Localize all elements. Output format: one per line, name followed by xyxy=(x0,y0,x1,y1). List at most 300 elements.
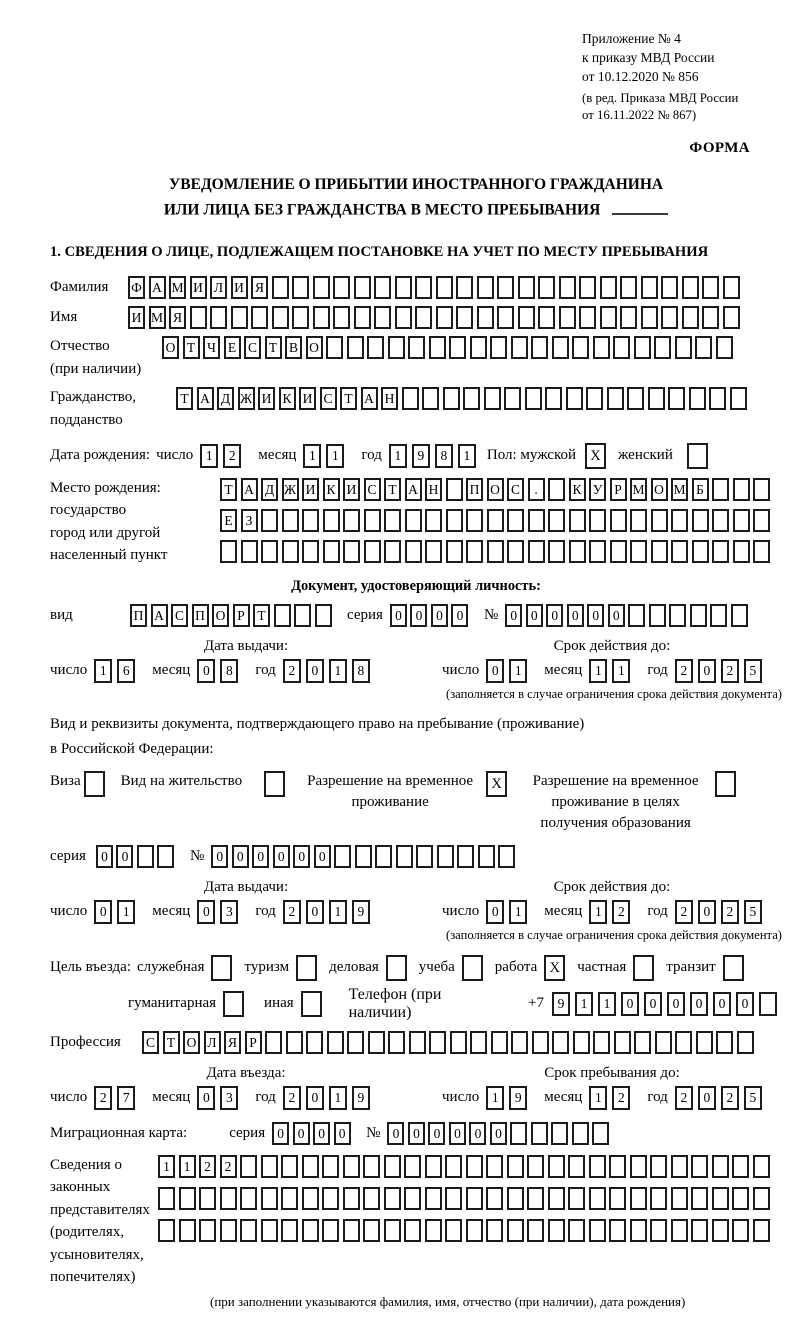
char-cell[interactable] xyxy=(614,1031,631,1054)
char-cell[interactable] xyxy=(436,276,453,299)
char-cell[interactable] xyxy=(504,387,521,410)
char-cell[interactable]: 0 xyxy=(608,604,625,627)
char-cell[interactable] xyxy=(702,276,719,299)
char-cell[interactable]: 2 xyxy=(721,900,739,924)
char-cell[interactable] xyxy=(322,1187,339,1210)
char-cell[interactable]: 0 xyxy=(334,1122,351,1145)
char-cell[interactable] xyxy=(466,1187,483,1210)
char-cell[interactable] xyxy=(477,276,494,299)
char-cell[interactable]: 1 xyxy=(200,444,218,468)
purpose-humanitarian-checkbox[interactable] xyxy=(223,991,244,1017)
char-cell[interactable] xyxy=(405,509,422,532)
char-cell[interactable]: 2 xyxy=(675,1086,693,1110)
char-cell[interactable] xyxy=(732,1187,749,1210)
char-cell[interactable] xyxy=(302,1219,319,1242)
char-cell[interactable]: . xyxy=(528,478,545,501)
char-cell[interactable]: 0 xyxy=(490,1122,507,1145)
char-cell[interactable] xyxy=(569,540,586,563)
char-cell[interactable]: В xyxy=(285,336,302,359)
char-cell[interactable]: 2 xyxy=(675,659,693,683)
char-cell[interactable] xyxy=(609,1187,626,1210)
char-cell[interactable]: 9 xyxy=(412,444,430,468)
char-cell[interactable]: 2 xyxy=(283,900,301,924)
char-cell[interactable]: Р xyxy=(610,478,627,501)
char-cell[interactable] xyxy=(463,387,480,410)
char-cell[interactable] xyxy=(593,336,610,359)
char-cell[interactable] xyxy=(675,1031,692,1054)
char-cell[interactable] xyxy=(600,306,617,329)
char-cell[interactable]: 2 xyxy=(199,1155,216,1178)
char-cell[interactable] xyxy=(487,540,504,563)
char-cell[interactable]: П xyxy=(466,478,483,501)
char-cell[interactable]: 1 xyxy=(329,659,347,683)
char-cell[interactable] xyxy=(158,1187,175,1210)
char-cell[interactable] xyxy=(354,276,371,299)
char-cell[interactable] xyxy=(511,1031,528,1054)
char-cell[interactable]: 0 xyxy=(197,900,215,924)
char-cell[interactable]: 0 xyxy=(698,659,716,683)
char-cell[interactable] xyxy=(620,276,637,299)
char-cell[interactable]: С xyxy=(320,387,337,410)
char-cell[interactable] xyxy=(384,509,401,532)
char-cell[interactable] xyxy=(572,336,589,359)
char-cell[interactable]: 0 xyxy=(736,992,754,1016)
char-cell[interactable] xyxy=(630,540,647,563)
char-cell[interactable] xyxy=(712,509,729,532)
char-cell[interactable]: 2 xyxy=(283,1086,301,1110)
char-cell[interactable] xyxy=(374,306,391,329)
char-cell[interactable] xyxy=(251,306,268,329)
char-cell[interactable] xyxy=(613,336,630,359)
char-cell[interactable]: 0 xyxy=(197,659,215,683)
char-cell[interactable] xyxy=(405,540,422,563)
char-cell[interactable] xyxy=(470,1031,487,1054)
char-cell[interactable] xyxy=(620,306,637,329)
char-cell[interactable]: О xyxy=(183,1031,200,1054)
char-cell[interactable] xyxy=(437,845,454,868)
char-cell[interactable] xyxy=(753,1187,770,1210)
char-cell[interactable]: 0 xyxy=(713,992,731,1016)
char-cell[interactable] xyxy=(609,1155,626,1178)
char-cell[interactable] xyxy=(682,306,699,329)
purpose-transit-checkbox[interactable] xyxy=(723,955,744,981)
temp-residence-checkbox[interactable]: X xyxy=(486,771,507,797)
char-cell[interactable] xyxy=(429,336,446,359)
char-cell[interactable] xyxy=(450,1031,467,1054)
temp-residence-education-checkbox[interactable] xyxy=(715,771,736,797)
char-cell[interactable] xyxy=(733,478,750,501)
char-cell[interactable] xyxy=(375,845,392,868)
char-cell[interactable] xyxy=(589,1155,606,1178)
purpose-private-checkbox[interactable] xyxy=(633,955,654,981)
char-cell[interactable] xyxy=(527,1187,544,1210)
char-cell[interactable]: 2 xyxy=(223,444,241,468)
char-cell[interactable] xyxy=(650,1187,667,1210)
char-cell[interactable] xyxy=(487,509,504,532)
char-cell[interactable] xyxy=(648,387,665,410)
char-cell[interactable] xyxy=(507,1155,524,1178)
char-cell[interactable]: Ф xyxy=(128,276,145,299)
char-cell[interactable]: 5 xyxy=(744,900,762,924)
char-cell[interactable]: Я xyxy=(224,1031,241,1054)
char-cell[interactable] xyxy=(671,509,688,532)
char-cell[interactable] xyxy=(449,336,466,359)
char-cell[interactable] xyxy=(689,387,706,410)
char-cell[interactable]: Ж xyxy=(282,478,299,501)
char-cell[interactable] xyxy=(527,1155,544,1178)
char-cell[interactable]: И xyxy=(190,276,207,299)
char-cell[interactable]: 0 xyxy=(273,845,290,868)
char-cell[interactable] xyxy=(634,1031,651,1054)
char-cell[interactable] xyxy=(286,1031,303,1054)
char-cell[interactable]: 0 xyxy=(293,845,310,868)
char-cell[interactable] xyxy=(712,1187,729,1210)
char-cell[interactable] xyxy=(456,306,473,329)
char-cell[interactable]: А xyxy=(405,478,422,501)
char-cell[interactable] xyxy=(404,1187,421,1210)
char-cell[interactable]: 1 xyxy=(179,1155,196,1178)
char-cell[interactable] xyxy=(272,306,289,329)
char-cell[interactable] xyxy=(261,1187,278,1210)
char-cell[interactable] xyxy=(723,306,740,329)
char-cell[interactable] xyxy=(322,1155,339,1178)
char-cell[interactable] xyxy=(710,604,727,627)
char-cell[interactable] xyxy=(600,276,617,299)
purpose-official-checkbox[interactable] xyxy=(211,955,232,981)
char-cell[interactable] xyxy=(733,540,750,563)
char-cell[interactable] xyxy=(528,540,545,563)
char-cell[interactable] xyxy=(384,540,401,563)
char-cell[interactable] xyxy=(333,306,350,329)
purpose-business-checkbox[interactable] xyxy=(386,955,407,981)
char-cell[interactable] xyxy=(384,1219,401,1242)
char-cell[interactable]: 9 xyxy=(352,900,370,924)
char-cell[interactable] xyxy=(730,387,747,410)
char-cell[interactable] xyxy=(470,336,487,359)
char-cell[interactable]: 2 xyxy=(220,1155,237,1178)
char-cell[interactable]: 3 xyxy=(220,900,238,924)
char-cell[interactable] xyxy=(712,1219,729,1242)
char-cell[interactable]: 2 xyxy=(721,1086,739,1110)
char-cell[interactable]: И xyxy=(343,478,360,501)
char-cell[interactable] xyxy=(343,1219,360,1242)
char-cell[interactable] xyxy=(548,1219,565,1242)
char-cell[interactable]: 1 xyxy=(329,900,347,924)
char-cell[interactable]: 0 xyxy=(211,845,228,868)
char-cell[interactable] xyxy=(733,509,750,532)
char-cell[interactable] xyxy=(589,1187,606,1210)
char-cell[interactable] xyxy=(199,1187,216,1210)
char-cell[interactable]: О xyxy=(487,478,504,501)
char-cell[interactable] xyxy=(610,540,627,563)
char-cell[interactable] xyxy=(367,336,384,359)
char-cell[interactable] xyxy=(709,387,726,410)
char-cell[interactable] xyxy=(510,1122,527,1145)
char-cell[interactable]: 1 xyxy=(589,659,607,683)
char-cell[interactable] xyxy=(416,845,433,868)
char-cell[interactable] xyxy=(384,1187,401,1210)
char-cell[interactable] xyxy=(759,992,777,1016)
char-cell[interactable] xyxy=(589,1219,606,1242)
char-cell[interactable]: И xyxy=(302,478,319,501)
char-cell[interactable] xyxy=(415,276,432,299)
char-cell[interactable]: 0 xyxy=(314,845,331,868)
char-cell[interactable] xyxy=(712,1155,729,1178)
char-cell[interactable] xyxy=(610,509,627,532)
char-cell[interactable] xyxy=(528,509,545,532)
char-cell[interactable] xyxy=(651,540,668,563)
char-cell[interactable] xyxy=(302,1187,319,1210)
char-cell[interactable]: Т xyxy=(253,604,270,627)
char-cell[interactable]: Л xyxy=(204,1031,221,1054)
char-cell[interactable] xyxy=(456,276,473,299)
char-cell[interactable] xyxy=(210,306,227,329)
char-cell[interactable]: 1 xyxy=(117,900,135,924)
char-cell[interactable] xyxy=(507,1187,524,1210)
char-cell[interactable]: А xyxy=(151,604,168,627)
char-cell[interactable] xyxy=(281,1219,298,1242)
char-cell[interactable]: 0 xyxy=(486,900,504,924)
char-cell[interactable] xyxy=(388,336,405,359)
residence-permit-checkbox[interactable] xyxy=(264,771,285,797)
char-cell[interactable]: 0 xyxy=(232,845,249,868)
purpose-study-checkbox[interactable] xyxy=(462,955,483,981)
char-cell[interactable] xyxy=(302,540,319,563)
char-cell[interactable]: 0 xyxy=(621,992,639,1016)
char-cell[interactable] xyxy=(651,509,668,532)
char-cell[interactable] xyxy=(511,336,528,359)
char-cell[interactable] xyxy=(671,1155,688,1178)
char-cell[interactable] xyxy=(682,276,699,299)
char-cell[interactable]: М xyxy=(149,306,166,329)
char-cell[interactable] xyxy=(302,1155,319,1178)
char-cell[interactable] xyxy=(315,604,332,627)
char-cell[interactable] xyxy=(323,509,340,532)
char-cell[interactable] xyxy=(650,1219,667,1242)
char-cell[interactable] xyxy=(486,1187,503,1210)
char-cell[interactable] xyxy=(568,1155,585,1178)
char-cell[interactable] xyxy=(396,845,413,868)
char-cell[interactable] xyxy=(531,1122,548,1145)
char-cell[interactable]: 0 xyxy=(667,992,685,1016)
char-cell[interactable] xyxy=(491,1031,508,1054)
char-cell[interactable] xyxy=(445,1155,462,1178)
char-cell[interactable] xyxy=(190,306,207,329)
char-cell[interactable] xyxy=(486,1219,503,1242)
char-cell[interactable] xyxy=(572,1122,589,1145)
char-cell[interactable] xyxy=(395,276,412,299)
char-cell[interactable]: Т xyxy=(265,336,282,359)
purpose-other-checkbox[interactable] xyxy=(301,991,322,1017)
char-cell[interactable] xyxy=(363,1219,380,1242)
char-cell[interactable]: С xyxy=(364,478,381,501)
char-cell[interactable] xyxy=(364,509,381,532)
char-cell[interactable] xyxy=(388,1031,405,1054)
char-cell[interactable] xyxy=(240,1187,257,1210)
char-cell[interactable]: М xyxy=(630,478,647,501)
char-cell[interactable]: 9 xyxy=(552,992,570,1016)
char-cell[interactable] xyxy=(630,509,647,532)
char-cell[interactable]: 0 xyxy=(690,992,708,1016)
char-cell[interactable] xyxy=(347,336,364,359)
char-cell[interactable]: У xyxy=(589,478,606,501)
char-cell[interactable] xyxy=(446,478,463,501)
char-cell[interactable]: 0 xyxy=(306,1086,324,1110)
char-cell[interactable] xyxy=(692,540,709,563)
char-cell[interactable] xyxy=(326,336,343,359)
char-cell[interactable] xyxy=(753,1155,770,1178)
char-cell[interactable] xyxy=(649,604,666,627)
char-cell[interactable] xyxy=(559,276,576,299)
char-cell[interactable]: 0 xyxy=(306,900,324,924)
char-cell[interactable] xyxy=(158,1219,175,1242)
char-cell[interactable]: Т xyxy=(176,387,193,410)
char-cell[interactable]: 0 xyxy=(546,604,563,627)
char-cell[interactable] xyxy=(589,509,606,532)
char-cell[interactable] xyxy=(538,306,555,329)
char-cell[interactable]: 1 xyxy=(389,444,407,468)
char-cell[interactable] xyxy=(486,1155,503,1178)
char-cell[interactable] xyxy=(548,1155,565,1178)
char-cell[interactable] xyxy=(364,540,381,563)
char-cell[interactable]: 8 xyxy=(435,444,453,468)
char-cell[interactable] xyxy=(240,1219,257,1242)
purpose-tourism-checkbox[interactable] xyxy=(296,955,317,981)
char-cell[interactable]: А xyxy=(149,276,166,299)
char-cell[interactable] xyxy=(484,387,501,410)
char-cell[interactable] xyxy=(732,1155,749,1178)
char-cell[interactable] xyxy=(655,1031,672,1054)
char-cell[interactable]: 1 xyxy=(158,1155,175,1178)
char-cell[interactable] xyxy=(692,509,709,532)
char-cell[interactable] xyxy=(691,1219,708,1242)
char-cell[interactable]: 7 xyxy=(117,1086,135,1110)
char-cell[interactable] xyxy=(199,1219,216,1242)
char-cell[interactable]: Т xyxy=(340,387,357,410)
char-cell[interactable]: М xyxy=(671,478,688,501)
char-cell[interactable] xyxy=(753,1219,770,1242)
char-cell[interactable]: 0 xyxy=(698,900,716,924)
char-cell[interactable] xyxy=(559,306,576,329)
char-cell[interactable] xyxy=(347,1031,364,1054)
char-cell[interactable] xyxy=(691,1155,708,1178)
char-cell[interactable] xyxy=(157,845,174,868)
char-cell[interactable] xyxy=(518,276,535,299)
char-cell[interactable] xyxy=(661,276,678,299)
char-cell[interactable] xyxy=(507,540,524,563)
char-cell[interactable]: 0 xyxy=(505,604,522,627)
char-cell[interactable] xyxy=(425,1187,442,1210)
char-cell[interactable] xyxy=(497,306,514,329)
char-cell[interactable] xyxy=(641,276,658,299)
char-cell[interactable] xyxy=(753,509,770,532)
char-cell[interactable]: 2 xyxy=(94,1086,112,1110)
char-cell[interactable]: А xyxy=(241,478,258,501)
char-cell[interactable]: 0 xyxy=(306,659,324,683)
char-cell[interactable] xyxy=(220,1187,237,1210)
char-cell[interactable] xyxy=(690,604,707,627)
purpose-work-checkbox[interactable]: X xyxy=(544,955,565,981)
char-cell[interactable] xyxy=(579,306,596,329)
char-cell[interactable] xyxy=(695,336,712,359)
char-cell[interactable] xyxy=(593,1031,610,1054)
char-cell[interactable] xyxy=(466,1219,483,1242)
char-cell[interactable]: 1 xyxy=(303,444,321,468)
char-cell[interactable] xyxy=(425,540,442,563)
char-cell[interactable]: Д xyxy=(217,387,234,410)
char-cell[interactable] xyxy=(650,1155,667,1178)
char-cell[interactable]: 1 xyxy=(509,659,527,683)
char-cell[interactable] xyxy=(445,1187,462,1210)
char-cell[interactable] xyxy=(274,604,291,627)
char-cell[interactable]: 8 xyxy=(220,659,238,683)
char-cell[interactable] xyxy=(443,387,460,410)
char-cell[interactable]: А xyxy=(361,387,378,410)
char-cell[interactable] xyxy=(589,540,606,563)
char-cell[interactable] xyxy=(671,1219,688,1242)
char-cell[interactable]: К xyxy=(279,387,296,410)
char-cell[interactable]: С xyxy=(507,478,524,501)
char-cell[interactable] xyxy=(552,336,569,359)
char-cell[interactable] xyxy=(753,540,770,563)
char-cell[interactable] xyxy=(404,1219,421,1242)
char-cell[interactable] xyxy=(671,540,688,563)
char-cell[interactable]: 5 xyxy=(744,659,762,683)
char-cell[interactable]: О xyxy=(651,478,668,501)
visa-checkbox[interactable] xyxy=(84,771,105,797)
char-cell[interactable] xyxy=(568,1187,585,1210)
char-cell[interactable] xyxy=(425,509,442,532)
char-cell[interactable] xyxy=(429,1031,446,1054)
char-cell[interactable] xyxy=(368,1031,385,1054)
char-cell[interactable] xyxy=(409,1031,426,1054)
char-cell[interactable] xyxy=(691,1187,708,1210)
char-cell[interactable] xyxy=(363,1155,380,1178)
char-cell[interactable]: 1 xyxy=(598,992,616,1016)
char-cell[interactable]: 8 xyxy=(352,659,370,683)
char-cell[interactable]: 0 xyxy=(431,604,448,627)
char-cell[interactable] xyxy=(436,306,453,329)
char-cell[interactable] xyxy=(477,306,494,329)
char-cell[interactable] xyxy=(220,540,237,563)
char-cell[interactable]: 0 xyxy=(313,1122,330,1145)
char-cell[interactable] xyxy=(732,1219,749,1242)
char-cell[interactable]: 5 xyxy=(744,1086,762,1110)
char-cell[interactable] xyxy=(607,387,624,410)
char-cell[interactable]: 0 xyxy=(94,900,112,924)
char-cell[interactable] xyxy=(518,306,535,329)
char-cell[interactable] xyxy=(548,478,565,501)
char-cell[interactable]: 3 xyxy=(220,1086,238,1110)
char-cell[interactable] xyxy=(551,1122,568,1145)
char-cell[interactable] xyxy=(425,1219,442,1242)
char-cell[interactable] xyxy=(422,387,439,410)
char-cell[interactable]: И xyxy=(128,306,145,329)
char-cell[interactable]: 0 xyxy=(96,845,113,868)
char-cell[interactable] xyxy=(220,1219,237,1242)
char-cell[interactable]: 6 xyxy=(117,659,135,683)
char-cell[interactable] xyxy=(313,276,330,299)
char-cell[interactable]: Е xyxy=(220,509,237,532)
char-cell[interactable] xyxy=(627,387,644,410)
char-cell[interactable] xyxy=(731,604,748,627)
char-cell[interactable]: Б xyxy=(692,478,709,501)
char-cell[interactable]: И xyxy=(258,387,275,410)
char-cell[interactable] xyxy=(497,276,514,299)
char-cell[interactable]: 0 xyxy=(410,604,427,627)
char-cell[interactable] xyxy=(654,336,671,359)
char-cell[interactable]: 0 xyxy=(116,845,133,868)
